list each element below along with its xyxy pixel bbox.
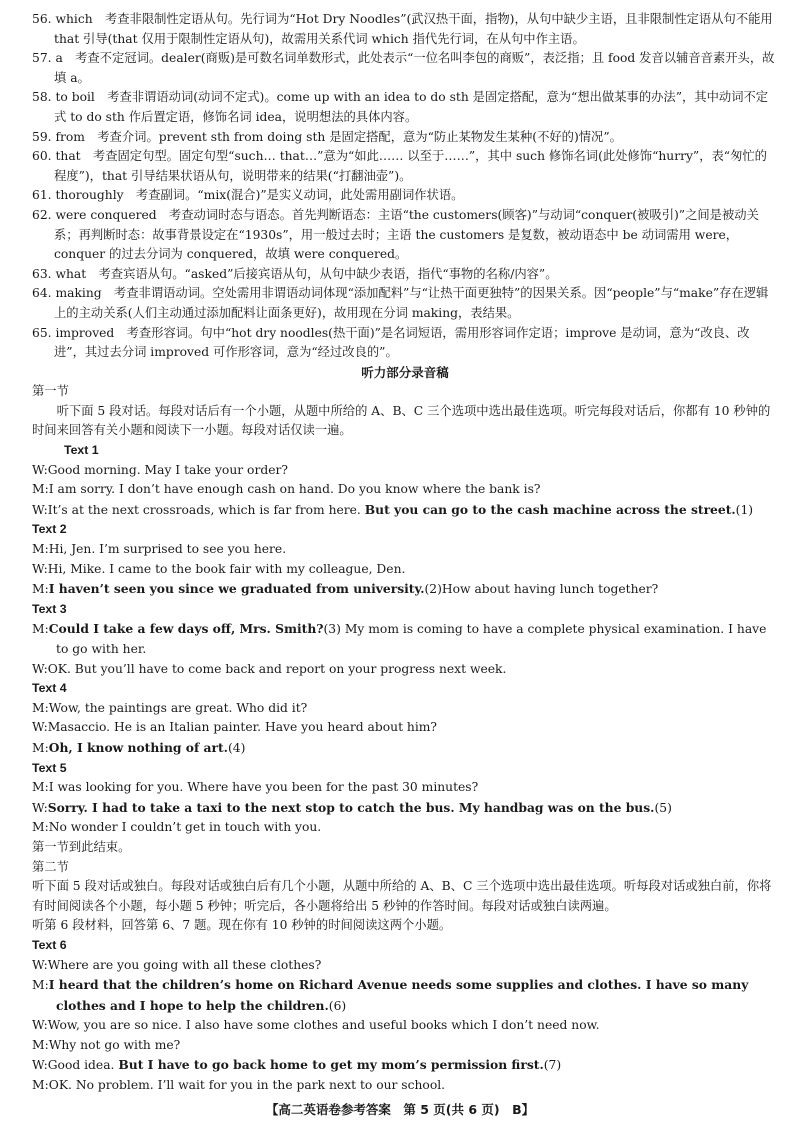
page-footer: 【高二英语卷参考答案 第 5 页(共 6 页) B】 — [265, 1102, 535, 1118]
line-text: Good morning. May I take your order? — [47, 462, 288, 477]
dialogue-text-6 — [32, 936, 778, 1096]
speaker-label: M: — [32, 1037, 49, 1052]
line-tail: (5) — [654, 800, 672, 815]
speaker-label: W: — [32, 1018, 48, 1033]
dialogue-line — [32, 1055, 778, 1076]
dialogue-line — [32, 461, 778, 481]
answer-62: 62. were conquered 考查动词时态与语态。首先判断语态：主语“the customers(顾客)”与动词“conquer(被吸引)”之间是被动关系；再判断时态：故事背景设定在“1930s”，用一般过去时；主语 the customers 是复数，被动语态中 be 动词需用 were，conquer 的过去分词为 conquered，故填 were conquered。 — [32, 207, 759, 262]
speaker-label: W: — [32, 561, 48, 576]
line-text: Why not go with me? — [48, 1037, 181, 1052]
speaker-label: W: — [32, 720, 48, 735]
speaker-label: M: — [32, 582, 49, 597]
text-label: Text 5 — [32, 760, 67, 775]
dialogue-line — [32, 1076, 778, 1096]
speaker-label: W: — [32, 800, 48, 815]
listening-transcript-heading: 听力部分录音稿 — [361, 364, 449, 380]
line-tail: (2)How about having lunch together? — [424, 582, 659, 597]
answer-key-sentence: I haven’t seen you since we graduated from university. — [48, 581, 425, 597]
speaker-label: M: — [32, 622, 49, 637]
speaker-label: M: — [32, 482, 49, 497]
dialogue-line — [32, 699, 778, 719]
speaker-label: W: — [32, 462, 48, 477]
answer-key-sentence: I heard that the children’s home on Richard Avenue needs some supplies and clothes. I have so many clothes and I hope to help the children. — [48, 977, 749, 1013]
line-text: Good idea. — [47, 1058, 119, 1073]
line-text: OK. No problem. I’ll wait for you in the park next to our school. — [48, 1078, 446, 1093]
line-text: OK. But you’ll have to come back and report on your progress next week. — [47, 661, 507, 676]
section-2-instructions: 听下面 5 段对话或独白。每段对话或独白后有几个小题，从题中所给的 A、B、C 三个选项中选出最佳选项。听每段对话或独白前，你将有时间阅读各个小题，每小题 5 秒钟；听完后，各小题将给出 5 秒钟的作答时间。每段对话或独白读两遍。 — [32, 879, 772, 913]
section-1-instructions: 听下面 5 段对话。每段对话后有一个小题，从题中所给的 A、B、C 三个选项中选出最佳选项。听完每段对话后，你都有 10 秒钟的时间来回答有关小题和阅读下一小题。每段对话仅读一遍。 — [32, 403, 771, 438]
speaker-label: M: — [32, 978, 49, 993]
dialogue-line — [32, 660, 778, 680]
line-tail: (1) — [735, 502, 754, 517]
speaker-label: M: — [32, 740, 49, 755]
dialogue-line — [32, 1036, 778, 1056]
speaker-label: W: — [32, 502, 48, 517]
line-tail: (4) — [227, 740, 246, 755]
dialogue-line — [32, 738, 778, 759]
dialogue-line — [32, 956, 778, 976]
answer-key-sentence: Could I take a few days off, Mrs. Smith? — [48, 621, 324, 637]
dialogue-line — [32, 540, 778, 560]
text-label: Text 1 — [64, 443, 99, 458]
answer-64: 64. making 考查非谓语动词。空处需用非谓语动词体现“添加配料”与“让热干面更独特”的因果关系。因“people”与“make”存在逻辑上的主动关系(人们主动通过添加配料让面条更好)，故用现在分词 making，表结果。 — [32, 286, 769, 320]
dialogue-line — [32, 480, 778, 500]
speaker-label: W: — [32, 1058, 48, 1073]
speaker-label: M: — [32, 542, 49, 557]
text-label: Text 3 — [32, 601, 67, 616]
answer-56: 56. which 考查非限制性定语从句。先行词为“Hot Dry Noodles”(武汉热干面，指物)，从句中缺少主语，且非限制性定语从句不能用 that 引导(that 仅用于限制性定语从句)，故需用关系代词 which 指代先行词，在从句中作主语。 — [32, 12, 773, 46]
text-label: Text 6 — [32, 937, 67, 952]
answer-key-sentence: But I have to go back home to get my mom’s permission first. — [118, 1057, 544, 1073]
dialogue-line — [32, 718, 778, 738]
speaker-label: M: — [32, 700, 49, 715]
dialogue-line — [32, 778, 778, 798]
line-text: Wow, the paintings are great. Who did it? — [48, 700, 308, 715]
line-tail: (7) — [543, 1058, 562, 1073]
text-label: Text 4 — [32, 681, 67, 696]
speaker-label: M: — [32, 780, 49, 795]
section-2-title: 第二节 — [32, 859, 69, 874]
speaker-label: M: — [32, 1078, 49, 1093]
line-text: I was looking for you. Where have you been for the past 30 minutes? — [48, 780, 479, 795]
line-text: Where are you going with all these clothes? — [47, 957, 322, 972]
line-text: No wonder I couldn’t get in touch with you. — [48, 820, 322, 835]
answer-59: 59. from 考查介词。prevent sth from doing sth 是固定搭配，意为“防止某物发生某种(不好的)情况”。 — [32, 129, 622, 144]
dialogue-line — [32, 560, 778, 580]
dialogue-line — [32, 798, 778, 819]
line-text: It’s at the next crossroads, which is far from here. — [47, 502, 365, 517]
answer-list — [32, 10, 778, 363]
line-tail: (3) My mom is coming to have a complete physical examination. I have to go with her. — [56, 622, 767, 656]
line-tail: (6) — [328, 998, 347, 1013]
line-text: Hi, Mike. I came to the book fair with my colleague, Den. — [47, 561, 406, 576]
dialogue-line — [32, 1016, 778, 1036]
answer-60: 60. that 考查固定句型。固定句型“such… that…”意为“如此…… 以至于……”，其中 such 修饰名词(此处修饰“hurry”，表“匆忙的程度”)，that 引导结果状语从句，说明带来的结果(“打翻油壶”)。 — [32, 149, 767, 183]
line-text: I am sorry. I don’t have enough cash on hand. Do you know where the bank is? — [48, 482, 541, 497]
speaker-label: M: — [32, 820, 49, 835]
answer-57: 57. a 考查不定冠词。dealer(商贩)是可数名词单数形式，此处表示“一位名叫李包的商贩”，表泛指；且 food 发音以辅音音素开头，故填 a。 — [32, 51, 775, 85]
line-text: Wow, you are so nice. I also have some clothes and useful books which I don’t need now. — [47, 1018, 600, 1033]
answer-65: 65. improved 考查形容词。句中“hot dry noodles(热干面)”是名词短语，需用形容词作定语；improve 是动词，意为“改良、改进”，其过去分词 improved 可作形容词，意为“经过改良的”。 — [32, 325, 750, 360]
speaker-label: W: — [32, 661, 48, 676]
dialogue-line — [32, 975, 778, 1016]
text-label: Text 2 — [32, 522, 67, 537]
answer-63: 63. what 考查宾语从句。“asked”后接宾语从句，从句中缺少表语，指代“事物的名称/内容”。 — [32, 266, 558, 281]
answer-61: 61. thoroughly 考查副词。“mix(混合)”是实义动词，此处需用副词作状语。 — [32, 188, 464, 203]
dialogue-line — [32, 818, 778, 838]
dialogue-line — [32, 619, 778, 659]
answer-key-sentence: Oh, I know nothing of art. — [48, 739, 228, 755]
line-text: Masaccio. He is an Italian painter. Have you heard about him? — [47, 720, 438, 735]
dialogue-line — [32, 579, 778, 600]
line-text: Hi, Jen. I’m surprised to see you here. — [48, 542, 287, 557]
answer-key-sentence: Sorry. I had to take a taxi to the next stop to catch the bus. My handbag was on the bus. — [47, 799, 655, 815]
dialogue-line — [32, 500, 778, 521]
speaker-label: W: — [32, 957, 48, 972]
answer-58: 58. to boil 考查非谓语动词(动词不定式)。come up with an idea to do sth 是固定搭配，意为“想出做某事的办法”，其中动词不定式 to do sth 作后置定语，修饰名词 idea，说明想法的具体内容。 — [32, 90, 769, 124]
section-2-prompt: 听第 6 段材料，回答第 6、7 题。现在你有 10 秒钟的时间阅读这两个小题。 — [32, 918, 452, 933]
answer-key-sentence: But you can go to the cash machine across the street. — [364, 501, 736, 517]
dialogue-texts-1-5 — [32, 441, 778, 838]
section-1-title: 第一节 — [32, 384, 69, 399]
section-1-end: 第一节到此结束。 — [32, 839, 131, 854]
